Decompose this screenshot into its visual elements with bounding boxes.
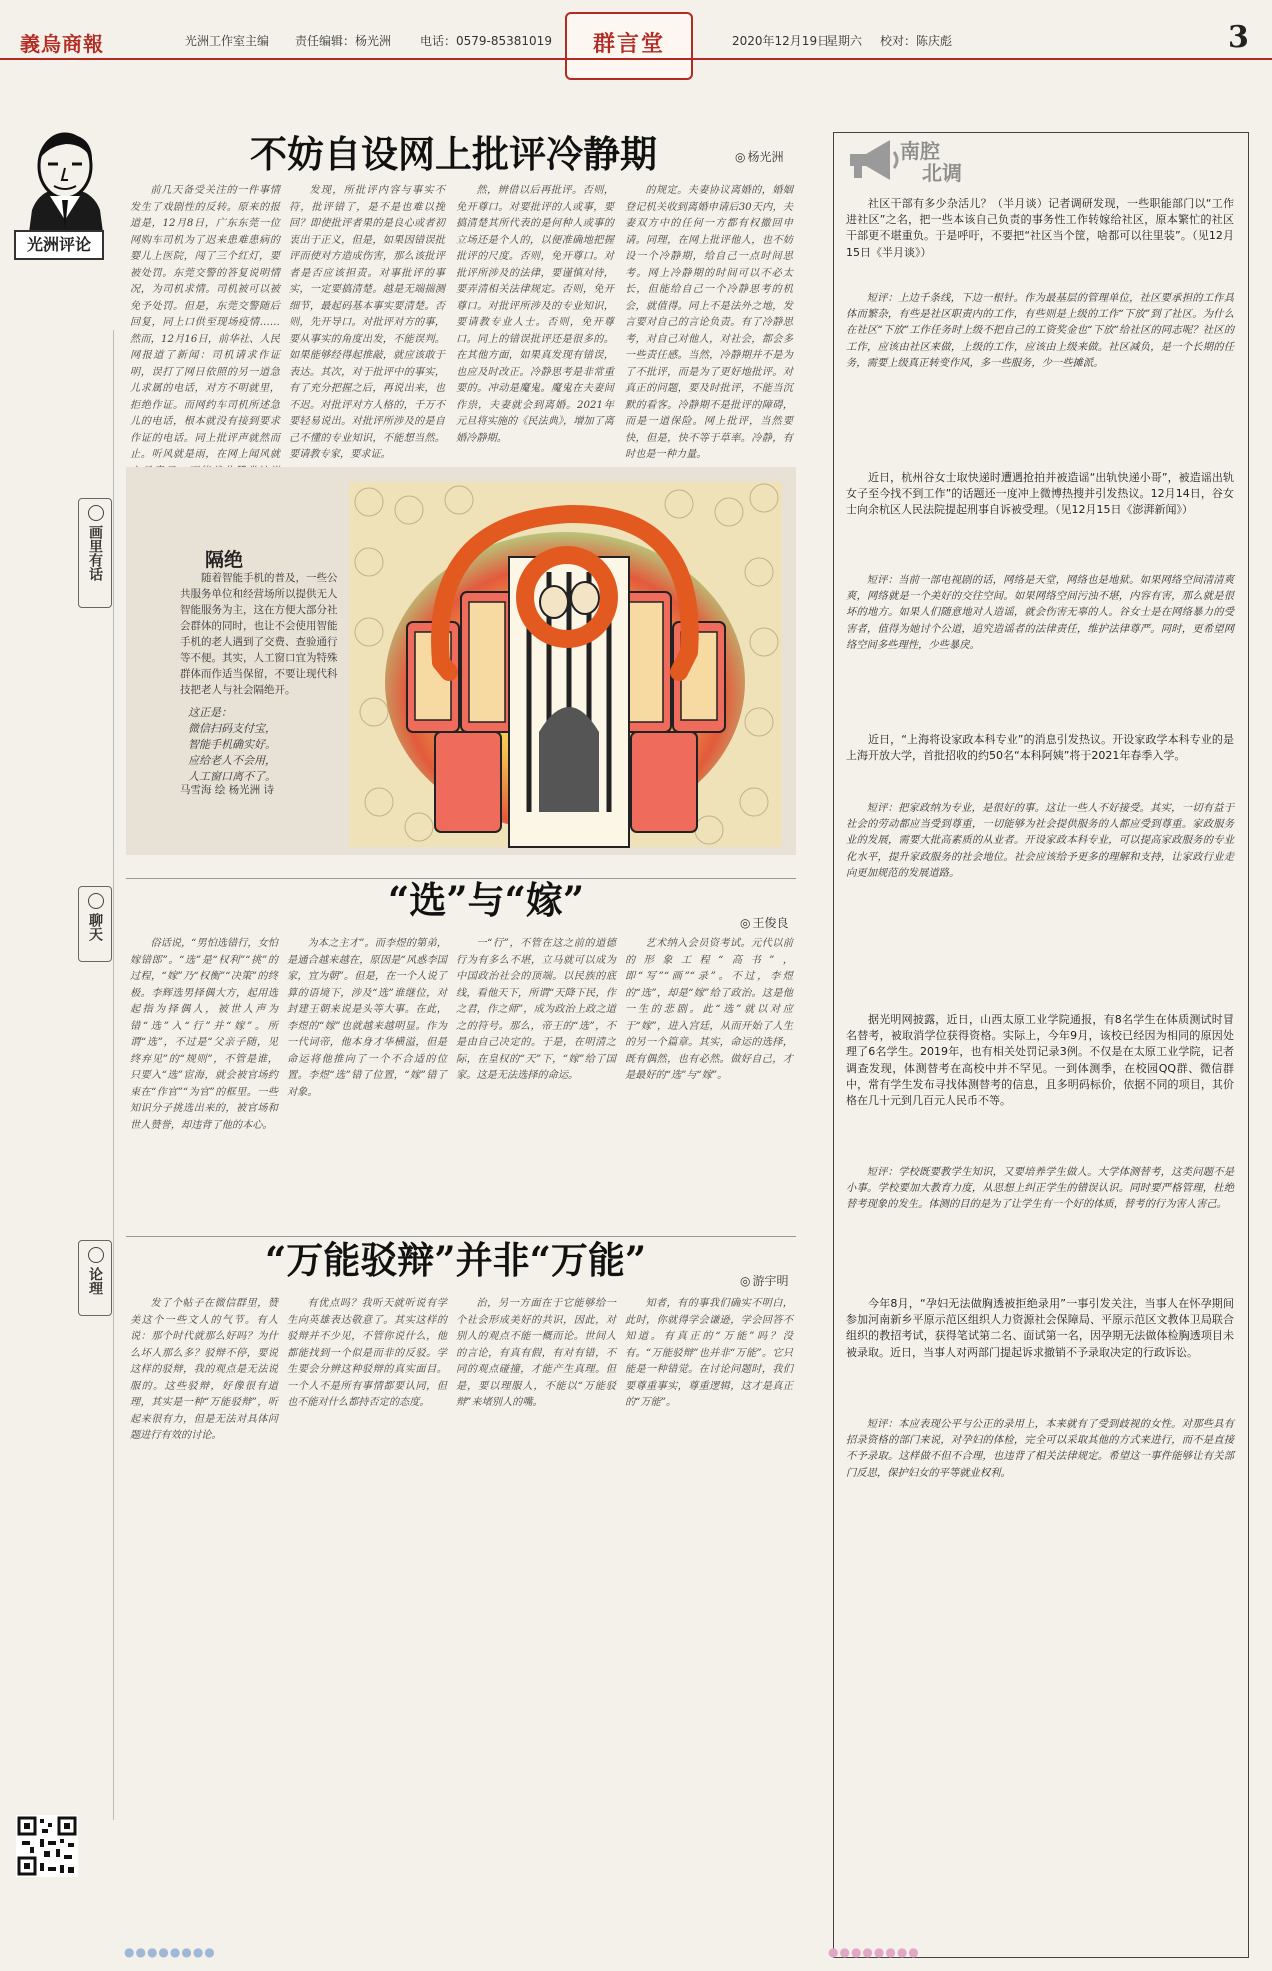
- editor-label: 责任编辑：杨光洲: [295, 34, 392, 48]
- article-column: 俗话说，“男怕选错行，女怕嫁错郎”。“选”是“权利”“挑”的过程，“嫁”乃“权衡”“决策”的终极。李辉选男择偶大方，起用选起指为择偶人，被世人声为错“选”入“行”并“嫁”。所谓“选”，不过是“父亲子随，见终弃见”的“规则”，不管是谁，只要入“选”宦海，就会被官场约束在“作官”“为官”的框里。一些知识分子挑选出来的，被官场和世人赞誉，却违背了他的本心。: [130, 938, 278, 1131]
- article-column: 然，辨借以后再批评。否则，免开尊口。对要批评的人或事，要搞清楚其所代表的是何种人或事的立场还是个人的，以便准确地把握批评的尺度。否则，免开尊口。对批评所涉及的法律，要谨慎对待，要弄清相关法律规定。否则，免开尊口。对批评所涉及的专业知识，要请教专业人士。否则，免开尊口。同上的错误批评还是很多的。在其他方面，如果真发现有错误，也应及时改正。冷静思考是非常重要的。冲动是魔鬼。魔鬼在夫妻间作祟，夫妻就会到离婚。2021年元旦将实施的《民法典》，增加了离婚冷静期。: [456, 185, 614, 444]
- article-column: 的规定。夫妻协议离婚的，婚姻登记机关收到离婚申请后30天内，夫妻双方中的任何一方都有权撤回申请。同理，在网上批评他人，也不妨设一个冷静期，给自己一点时间思考。网上冷静期的时间可以不必太长，但能给自己一个冷静思考的机会，就值得。同上不是法外之地，发言要对自己的言论负责。有了冷静思考，对自己对他人，对社会，都会多一些责任感。当然，冷静期并不是为了不批评，而是为了更好地批评。对真正的问题，要及时批评，不能当沉默的看客。冷静期不是批评的障碍，而是一道保险。网上批评，当然要快，但是，快不等于草率。冷静，有时也是一种力量。: [625, 185, 793, 460]
- article-column: 有优点吗？我听天就听说有学生向英雄表达敬意了。其实这样的驳辩并不少见，不管你说什么，他都能找到一个似是而非的反驳。学生要会分辨这种驳辩的真实面目。一个人不是所有事情都要认同，但也不能对什么都持否定的态度。: [287, 1298, 447, 1408]
- short-comment: 短评：本应表现公平与公正的录用上，本来就有了受到歧视的女性。对那些具有招录资格的部门来说，对孕妇的体检，完全可以采取其他的方式来进行，而不是直接不予录取。这样做不但不合理，也违背了相关法律规定。希望这一事件能够让有关部门反思，保护妇女的平等就业权利。: [846, 1418, 1234, 1479]
- article-byline: ◎ 王俊良: [740, 914, 789, 931]
- tab-picture-talk: 画里有话: [78, 498, 112, 608]
- article-byline: ◎ 游宇明: [740, 1272, 789, 1289]
- tab-chat: 聊天: [78, 886, 112, 962]
- sidebar-rule: [113, 330, 114, 1820]
- article-column: 发现，所批评内容与事实不符，批评错了，是不是也难以挽回？即使批评者果的是良心或者初衷出于正义，但是，如果因错误批评而使对方造成伤害，那么该批评者是否应该担责。对事批评的事实，一定要搞清楚。越是无端揣测细节，最起码基本事实要清楚。否则，先开导口。对批评对方的事，要从事实的角度出发，不能误判。如果能够经得起推敲，就应该敢于表达。其次，对于批评中的事实，有了充分把握之后，再说出来，也不迟。对批评对方人格的，千万不要轻易说出。对批评所涉及的是自己不懂的专业知识，不能想当然。要请教专家，要求证。: [289, 185, 445, 460]
- proofreader-label: 校对：陈庆彪: [880, 34, 953, 48]
- news-quote: 社区干部有多少杂活儿？（半月谈）记者调研发现，一些职能部门以“工作进社区”之名，把一些本该自己负责的事务性工作转嫁给社区，原本繁忙的社区干部更不堪重负。于是呼吁，不要把“社区当个筐，啥都可以往里装”。（见12月15日《半月谈》）: [846, 197, 1234, 259]
- article-column: 治，另一方面在于它能够给一个社会形成美好的共识，因此，对别人的观点不能一概而论。世间人的言论，有真有假，有对有错，不同的观点碰撞，才能产生真理。但是，要以理服人，不能以“万能驳辩”来堵别人的嘴。: [456, 1298, 616, 1408]
- comic-title: 隔绝: [205, 549, 244, 571]
- news-quote: 近日，杭州谷女士取快递时遭遇抢拍并被造谣“出轨快递小哥”，被造谣出轨女子至今找不到工作”的话题还一度冲上微博热搜并引发热议。12月14日，谷女士向余杭区人民法院提起刑事自诉被受理。（见12月15日《澎湃新闻》）: [846, 471, 1234, 517]
- studio-label: 光洲工作室主编: [185, 34, 270, 48]
- news-quote: 近日，“上海将设家政本科专业”的消息引发热议。开设家政学本科专业的是上海开放大学，首批招收的约50名“本科阿姨”将于2021年春季入学。: [846, 733, 1234, 763]
- short-comment: 短评：学校既要教学生知识，又要培养学生做人。大学体测替考，这类问题不是小事。学校要加大教育力度，从思想上纠正学生的错误认识。同时要严格管理，杜绝替考现象的发生。体测的目的是为了让学生有一个好的体质，替考的行为害人害己。: [846, 1166, 1234, 1211]
- newspaper-logo: 義烏商報: [20, 32, 104, 56]
- short-comment: 短评：上边千条线，下边一根针。作为最基层的管理单位，社区要承担的工作具体而繁杂，有些是社区职责内的工作，有些则是上级的工作“下放”到了社区。为什么在社区“下放”工作任务时上级不把自己的工资奖金也“下放”给社区的同志呢？社区的工作，应该由社区来做，上级的工作，应该由上级来做。社区减负，是一个长期的任务，需要上级真正转变作风，多一些服务，少一些摊派。: [846, 292, 1234, 369]
- circle-icon: [88, 505, 104, 521]
- column-title: 南腔 北调: [900, 139, 962, 185]
- news-quote: 今年8月，“孕妇无法做胸透被拒绝录用”一事引发关注，当事人在怀孕期间参加河南新乡平原示范区组织人力资源社会保障局、平原示范区文教体卫局联合组织的教招考试，获得笔试第二名、面试第一名，因孕期无法做体检胸透项目未被录取。近日，当事人对两部门提起诉求撤销不予录取决定的行政诉讼。: [846, 1297, 1234, 1359]
- color-bar: ●●●●●●●●: [124, 1945, 216, 1959]
- article-column: 艺术纳入会员资考试。元代以前的形象工程“高书”，即“写”“画”“录”。不过，李煜的“选”，却是“嫁”给了政治。这是他一生的悲剧。此“选”就以对应于“嫁”，进入宫廷，从而开始了人生的另一个篇章。其实，命运的选择，既有偶然，也有必然。做好自己，才是最好的“选”与“嫁”。: [625, 938, 793, 1081]
- poem-line: 应给老人不会用，: [188, 754, 276, 767]
- qr-code-icon[interactable]: [16, 1815, 78, 1877]
- article-title: 不妨自设网上批评冷静期: [250, 132, 657, 176]
- phone-label: 电话：0579-85381019: [420, 34, 552, 48]
- article-column: 发了个帖子在微信群里，赞美这个一些文人的气节。有人说：那个时代就那么好吗？为什么坏人那么多？驳辩不停，要说这样的驳辩，我的观点是无法说服的。这些驳辩，好像很有道理，其实是一种“万能驳辩”，听起来很有力，但是无法对具体问题进行有效的讨论。: [130, 1298, 278, 1441]
- article-title: “万能驳辩”并非“万能”: [265, 1238, 647, 1282]
- article-byline: ◎ 杨光洲: [735, 148, 784, 165]
- circle-icon: [88, 893, 104, 909]
- author-portrait: [18, 130, 112, 240]
- column-name: 光洲评论: [14, 230, 104, 260]
- tab-reasoning: 论理: [78, 1240, 112, 1316]
- article-column: 知者，有的事我们确实不明白，此时，你就得学会谦逊，学会回答不知道。有真正的“万能”吗？没有。“万能驳辩”也并非“万能”。它只能是一种错觉。在讨论问题时，我们要尊重事实，尊重逻辑，这才是真正的“万能”。: [625, 1298, 793, 1408]
- issue-date: 2020年12月19日: [732, 34, 830, 48]
- poem-line: 智能手机确实好。: [188, 738, 276, 751]
- news-quote: 据光明网披露，近日，山西太原工业学院通报，有8名学生在体质测试时冒名替考，被取消学位获得资格。实际上，今年9月，该校已经因为相同的原因处理了6名学生。2019年，也有相关处罚记录3例。不仅是在太原工业学院，记者调查发现，体测替考在高校中并不罕见。一到体测季，在校园QQ群、微信群中，常有学生发布寻找体测替考的信息，且多明码标价，依据不同的项目，其价格在几十元到几百元人民币不等。: [846, 1013, 1234, 1108]
- short-comment: 短评：当前一部电视剧的话，网络是天堂，网络也是地狱。如果网络空间清清爽爽，网络就是一个美好的交往空间。如果网络空间污浊不堪，内容有害，那么就是很坏的地方。如果人们随意地对人造谣，就会伤害无辜的人。谷女士是在网络暴力的受害者，值得为她讨个公道，追究造谣者的法律责任，维护法律尊严。同时，更希望网络空间多些理性，少些暴戾。: [846, 574, 1234, 651]
- issue-weekday: 星期六: [826, 34, 863, 48]
- comic-poem: [188, 705, 338, 785]
- poem-line: 人工窗口离不了。: [188, 770, 276, 783]
- color-bar: ●●●●●●●●: [828, 1945, 920, 1959]
- header-rule: [0, 58, 1272, 60]
- page-header: [0, 0, 1272, 84]
- column-emblem: 群言堂: [565, 12, 693, 80]
- comic-credit: 马雪海 绘 杨光洲 诗: [180, 784, 275, 796]
- comic-caption: 随着智能手机的普及，一些公共服务单位和经营场所以提供无人智能服务为主，这在方便大部分社会群体的同时，也让不会使用智能手机的老人遇到了交费、查验通行等不便。其实，人工窗口宜为特殊群体而作适当保留，不要让现代科技把老人与社会隔绝开。: [180, 572, 338, 696]
- circle-icon: [88, 1247, 104, 1263]
- article-title: “选”与“嫁”: [388, 878, 585, 922]
- comic-illustration: [349, 482, 782, 847]
- article-column: 为本之主才”。而李煜的第弟，是通合越来越在，原因是“风惑李国家，宜为朝”。但是，在一个人说了算的语境下，涉及“选”谁继位，对封建王朝来说是头等大事。在此，李煜的“嫁”也就越来越明显。作为一代词帝，他本身才华横溢，但是命运将他推向了一个不合适的位置。李煜“选”错了位置，“嫁”错了对象。: [287, 938, 447, 1098]
- article-column: 前几天备受关注的一件事情发生了戏剧性的反转。原来的报道是，12月8日，广东东莞一位网购车司机为了迟来患难患病的婴儿上医院，闯了三个红灯，要被处罚。东莞交警的答复说明情况，为司机求情。司机被可以被免予处罚。但是，东莞交警随后回复，同上口供至现场疫情……然而，12月16日，前华社、人民网报道了新闻：司机请求作证明，误打了网日依照的另一道急儿求属的电话，对方不明就里，拒绝作证。而网约车司机所述急儿的电话，根本就没有接到要求作证的电话。同上批评声就然而止。听风就是雨，在网上闻风就: [130, 185, 280, 460]
- page-number: 3: [1228, 20, 1249, 55]
- short-comment: 短评：把家政纳为专业，是很好的事。这让一些人不好接受。其实，一切有益于社会的劳动都应当受到尊重，一切能够为社会提供服务的人都应受到尊重。家政服务业的发展，需要大批高素质的从业者。开设家政本科专业，可以提高家政服务的专业化水平，提升家政服务的社会地位。社会应该给予更多的理解和支持，让家政行业走向更加规范的发展道路。: [846, 802, 1234, 879]
- poem-line: 微信扫码支付宝，: [188, 722, 276, 735]
- megaphone-icon: [846, 136, 902, 184]
- article-column: 一“行”，不管在这之前的道德行为有多么不堪，立马就可以成为中国政治社会的顶端。以民族的底线，看他天下，所谓“天降下民，作之君，作之师”，成为政治上政之道之的符号。那么，帝王的“选”，不是由自己决定的。于是，在明清之际，在皇权的“天”下，“嫁”给了国家。这是无法选择的命运。: [456, 938, 616, 1081]
- poem-lead: 这正是：: [188, 706, 232, 719]
